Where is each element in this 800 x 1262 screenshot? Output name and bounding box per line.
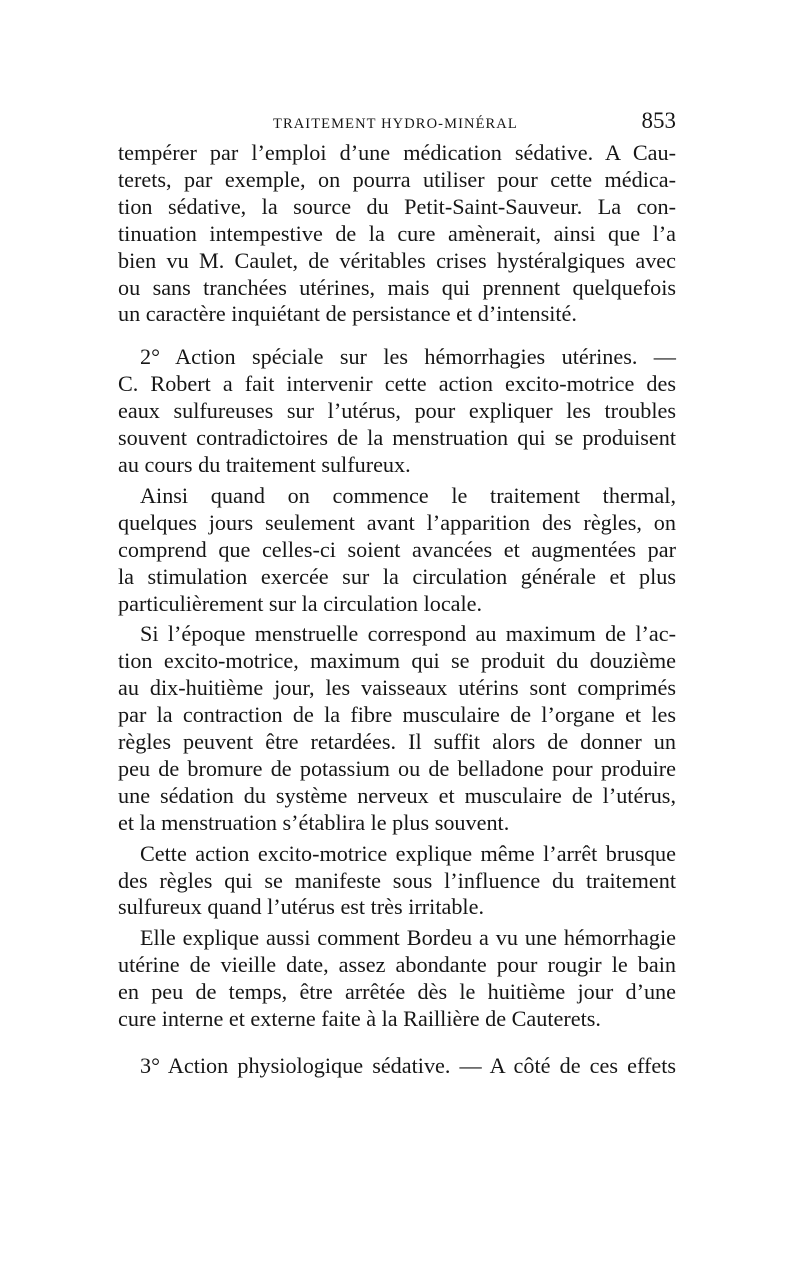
text-line: Cette action excito-motrice explique même l’arrêt brusque bbox=[140, 840, 676, 866]
text-line: terets, par exemple, on pourra utiliser pour cette médica- bbox=[118, 166, 676, 192]
text-line: la stimulation exercée sur la circulation générale et plus bbox=[118, 563, 676, 589]
text-line: peu de bromure de potassium ou de belladone pour produire bbox=[118, 755, 676, 781]
paragraph-3 bbox=[118, 483, 676, 618]
text-line: des règles qui se manifeste sous l’influence du traitement bbox=[118, 867, 676, 893]
text-line: souvent contradictoires de la menstruation qui se produisent bbox=[118, 425, 676, 451]
text-line: Ainsi quand on commence le traitement thermal, bbox=[140, 482, 676, 508]
text-line: quelques jours seulement avant l’apparition des règles, on bbox=[118, 509, 676, 535]
text-line: et la menstruation s’établira le plus souvent. bbox=[118, 809, 510, 835]
paragraph-4 bbox=[118, 621, 676, 836]
text-line: comprend que celles-ci soient avancées et augmentées par bbox=[118, 536, 676, 562]
body-text bbox=[118, 140, 676, 1080]
text-line: cure interne et externe faite à la Raillière de Cauterets. bbox=[118, 1006, 601, 1032]
paragraph-1 bbox=[118, 140, 676, 328]
running-title: TRAITEMENT HYDRO-MINÉRAL bbox=[273, 116, 518, 132]
section-heading-line: 2° Action spéciale sur les hémorrhagies utérines. — bbox=[140, 344, 676, 370]
text-line: en peu de temps, être arrêtée dès le huitième jour d’une bbox=[118, 979, 676, 1005]
text-line: par la contraction de la fibre musculaire de l’organe et les bbox=[118, 702, 676, 728]
text-line: règles peuvent être retardées. Il suffit alors de donner un bbox=[118, 729, 676, 755]
text-line: une sédation du système nerveux et musculaire de l’utérus, bbox=[118, 782, 676, 808]
section-3 bbox=[118, 1053, 676, 1080]
text-line: eaux sulfureuses sur l’utérus, pour expliquer les troubles bbox=[118, 398, 676, 424]
text-line: un caractère inquiétant de persistance et d’intensité. bbox=[118, 301, 577, 327]
running-head bbox=[118, 108, 676, 140]
text-line: bien vu M. Caulet, de véritables crises hystéralgiques avec bbox=[118, 247, 676, 273]
section-2 bbox=[118, 344, 676, 479]
book-page bbox=[118, 108, 676, 1080]
text-line: Si l’époque menstruelle correspond au maximum de l’ac- bbox=[140, 621, 676, 647]
text-line: ou sans tranchées utérines, mais qui prennent quelquefois bbox=[118, 274, 676, 300]
text-line: tion excito-motrice, maximum qui se produit du douzième bbox=[118, 648, 676, 674]
text-line: tion sédative, la source du Petit-Saint-Sauveur. La con- bbox=[118, 193, 676, 219]
text-line: utérine de vieille date, assez abondante pour rougir le bain bbox=[118, 952, 676, 978]
text-line: au cours du traitement sulfureux. bbox=[118, 451, 411, 477]
text-line: sulfureux quand l’utérus est très irritable. bbox=[118, 894, 484, 920]
page-number: 853 bbox=[641, 108, 676, 133]
text-line: particulièrement sur la circulation locale. bbox=[118, 590, 483, 616]
section-heading-line: 3° Action physiologique sédative. — A côté de ces effets bbox=[140, 1053, 676, 1078]
paragraph-6 bbox=[118, 925, 676, 1033]
text-line: C. Robert a fait intervenir cette action excito-motrice des bbox=[118, 371, 676, 397]
text-line: tinuation intempestive de la cure amènerait, ainsi que l’a bbox=[118, 220, 676, 246]
paragraph-5 bbox=[118, 841, 676, 922]
text-line: Elle explique aussi comment Bordeu a vu une hémorrhagie bbox=[140, 925, 676, 951]
text-line: tempérer par l’emploi d’une médication sédative. A Cau- bbox=[118, 140, 676, 165]
text-line: au dix-huitième jour, les vaisseaux utérins sont comprimés bbox=[118, 675, 676, 701]
